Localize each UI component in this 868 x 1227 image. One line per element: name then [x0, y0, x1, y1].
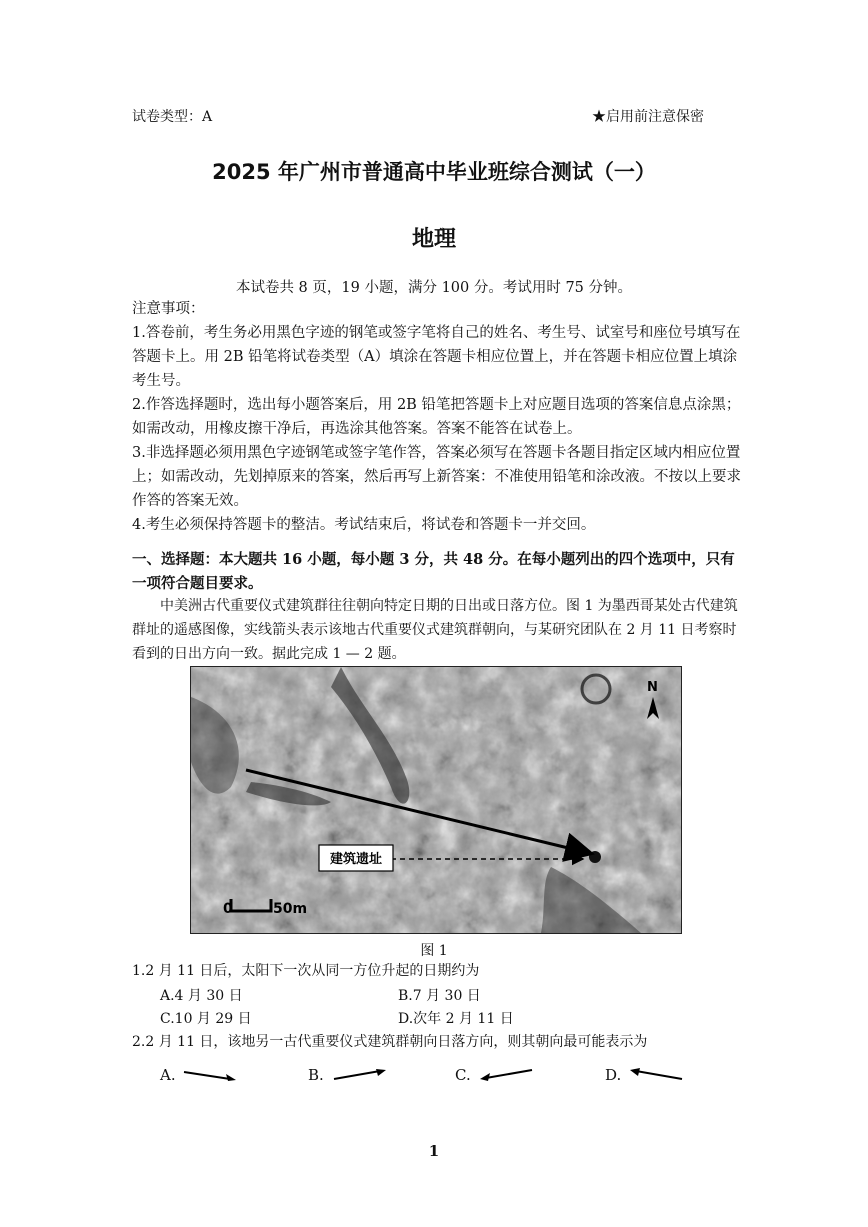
- confidential-notice: ★启用前注意保密: [592, 109, 704, 125]
- figure-caption: 图 1: [420, 943, 448, 959]
- site-label: 建筑遗址: [329, 852, 383, 867]
- arrow-west-northwest-icon: [628, 1066, 684, 1082]
- north-label: N: [647, 680, 658, 695]
- question-2-option-c[interactable]: [455, 1066, 471, 1084]
- site-point: [589, 851, 601, 863]
- note-item: 3.非选择题必须用黑色字迹钢笔或签字笔作答，答案必须写在答题卡各题目指定区域内相应位置上；如需改动，先划掉原来的答案，然后再写上新答案：不准使用铅笔和涂改液。不按以上要求作答的答案无效。: [132, 445, 741, 509]
- arrow-west-southwest-icon: [478, 1066, 534, 1082]
- remote-sensing-image: [190, 666, 682, 934]
- paper-type: 试卷类型：A: [132, 109, 213, 125]
- scale-zero: 0: [223, 901, 233, 917]
- note-item: 1.答卷前，考生务必用黑色字迹的钢笔或签字笔将自己的姓名、考生号、试室号和座位号填写在答题卡上。用 2B 铅笔将试卷类型（A）填涂在答题卡相应位置上，并在答题卡相应位置上填涂考生号。: [132, 325, 741, 389]
- question-2-option-a[interactable]: [160, 1066, 176, 1084]
- arrow-east-southeast-icon: [182, 1068, 238, 1084]
- page-number: 1: [428, 1142, 440, 1160]
- question-1-option-b[interactable]: B.7 月 30 日: [398, 988, 481, 1004]
- option-letter: C.: [455, 1066, 471, 1084]
- note-item: 4.考生必须保持答题卡的整洁。考试结束后，将试卷和答题卡一并交回。: [132, 517, 596, 533]
- notes-heading: 注意事项：: [132, 301, 205, 317]
- note-item: 2.作答选择题时，选出每小题答案后，用 2B 铅笔把答题卡上对应题目选项的答案信息点涂黑；如需改动，用橡皮擦干净后，再选涂其他答案。答案不能答在试卷上。: [132, 397, 741, 437]
- question-1-option-d[interactable]: D.次年 2 月 11 日: [398, 1011, 514, 1027]
- option-letter: D.: [605, 1066, 622, 1084]
- option-letter: B.: [308, 1066, 324, 1084]
- section-intro: 中美洲古代重要仪式建筑群往往朝向特定日期的日出或日落方位。图 1 为墨西哥某处古代建筑群址的遥感图像，实线箭头表示该地古代重要仪式建筑群朝向，与某研究团队在 2 月 11 日考察时看到的日出方向一致。据此完成 1 — 2 题。: [132, 598, 738, 662]
- scale-label: 50m: [273, 901, 308, 917]
- question-2-stem: 2.2 月 11 日，该地另一古代重要仪式建筑群朝向日落方向，则其朝向最可能表示为: [132, 1034, 648, 1050]
- question-1-stem: 1.2 月 11 日后，太阳下一次从同一方位升起的日期约为: [132, 963, 480, 979]
- option-letter: A.: [160, 1066, 176, 1084]
- satellite-image-svg: [191, 667, 681, 933]
- question-1-option-c[interactable]: C.10 月 29 日: [160, 1011, 252, 1027]
- exam-info: 本试卷共 8 页，19 小题，满分 100 分。考试用时 75 分钟。: [235, 280, 633, 296]
- question-1-option-a[interactable]: A.4 月 30 日: [160, 988, 243, 1004]
- section-heading: 一、选择题：本大题共 16 小题，每小题 3 分，共 48 分。在每小题列出的四个选项中，只有一项符合题目要求。: [132, 551, 735, 592]
- page-title: 2025 年广州市普通高中毕业班综合测试（一）: [212, 160, 656, 184]
- subject-title: 地理: [411, 227, 456, 252]
- question-2-option-d[interactable]: [605, 1066, 621, 1084]
- arrow-east-northeast-icon: [332, 1066, 388, 1082]
- notes-block: [132, 297, 742, 537]
- question-2-option-b[interactable]: [308, 1066, 324, 1084]
